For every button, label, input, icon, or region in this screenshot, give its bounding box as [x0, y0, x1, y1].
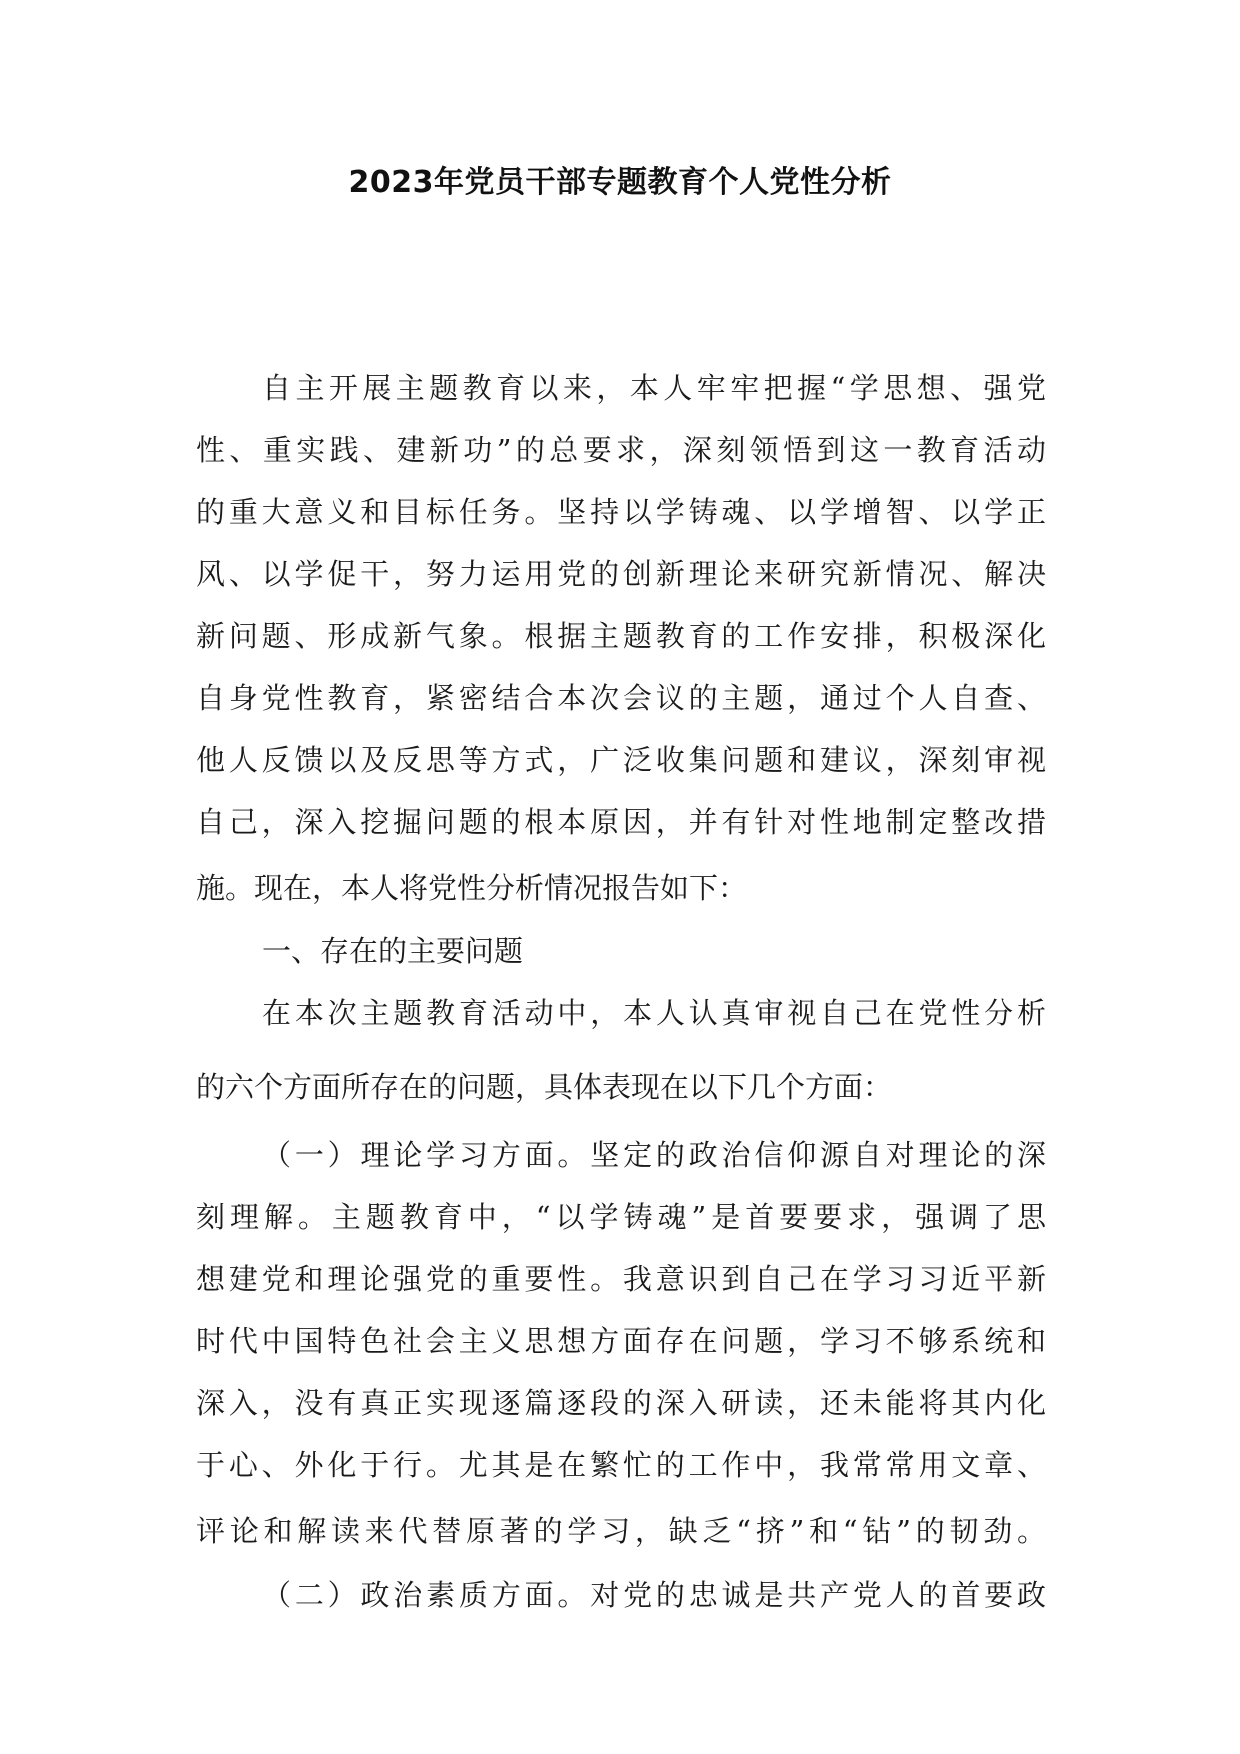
paragraph-line: 时代中国特色社会主义思想方面存在问题，学习不够系统和 [196, 1324, 1046, 1358]
paragraph-line: 自己，深入挖掘问题的根本原因，并有针对性地制定整改措 [196, 805, 1046, 839]
paragraph-line: 深入，没有真正实现逐篇逐段的深入研读，还未能将其内化 [196, 1386, 1046, 1420]
paragraph-line: 施。现在，本人将党性分析情况报告如下： [196, 871, 748, 905]
paragraph-line: 想建党和理论强党的重要性。我意识到自己在学习习近平新 [196, 1262, 1046, 1296]
paragraph-line: 在本次主题教育活动中，本人认真审视自己在党性分析 [262, 996, 1046, 1030]
subsection-line: （一）理论学习方面。坚定的政治信仰源自对理论的深 [262, 1138, 1046, 1172]
paragraph-line: 自主开展主题教育以来，本人牢牢把握“学思想、强党 [262, 371, 1046, 405]
subsection-line: （二）政治素质方面。对党的忠诚是共产党人的首要政 [262, 1578, 1046, 1612]
document-title: 2023年党员干部专题教育个人党性分析 [348, 165, 892, 200]
paragraph-line: 刻理解。主题教育中，“以学铸魂”是首要要求，强调了思 [196, 1200, 1046, 1234]
paragraph-line: 评论和解读来代替原著的学习，缺乏“挤”和“钻”的韧劲。 [196, 1514, 1046, 1548]
paragraph-line: 的重大意义和目标任务。坚持以学铸魂、以学增智、以学正 [196, 495, 1046, 529]
paragraph-line: 自身党性教育，紧密结合本次会议的主题，通过个人自查、 [196, 681, 1046, 715]
paragraph-line: 风、以学促干，努力运用党的创新理论来研究新情况、解决 [196, 557, 1046, 591]
section-heading: 一、存在的主要问题 [262, 934, 524, 968]
paragraph-line: 的六个方面所存在的问题，具体表现在以下几个方面： [196, 1070, 893, 1104]
paragraph-line: 性、重实践、建新功”的总要求，深刻领悟到这一教育活动 [196, 433, 1046, 467]
paragraph-line: 新问题、形成新气象。根据主题教育的工作安排，积极深化 [196, 619, 1046, 653]
paragraph-line: 他人反馈以及反思等方式，广泛收集问题和建议，深刻审视 [196, 743, 1046, 777]
paragraph-line: 于心、外化于行。尤其是在繁忙的工作中，我常常用文章、 [196, 1448, 1046, 1482]
